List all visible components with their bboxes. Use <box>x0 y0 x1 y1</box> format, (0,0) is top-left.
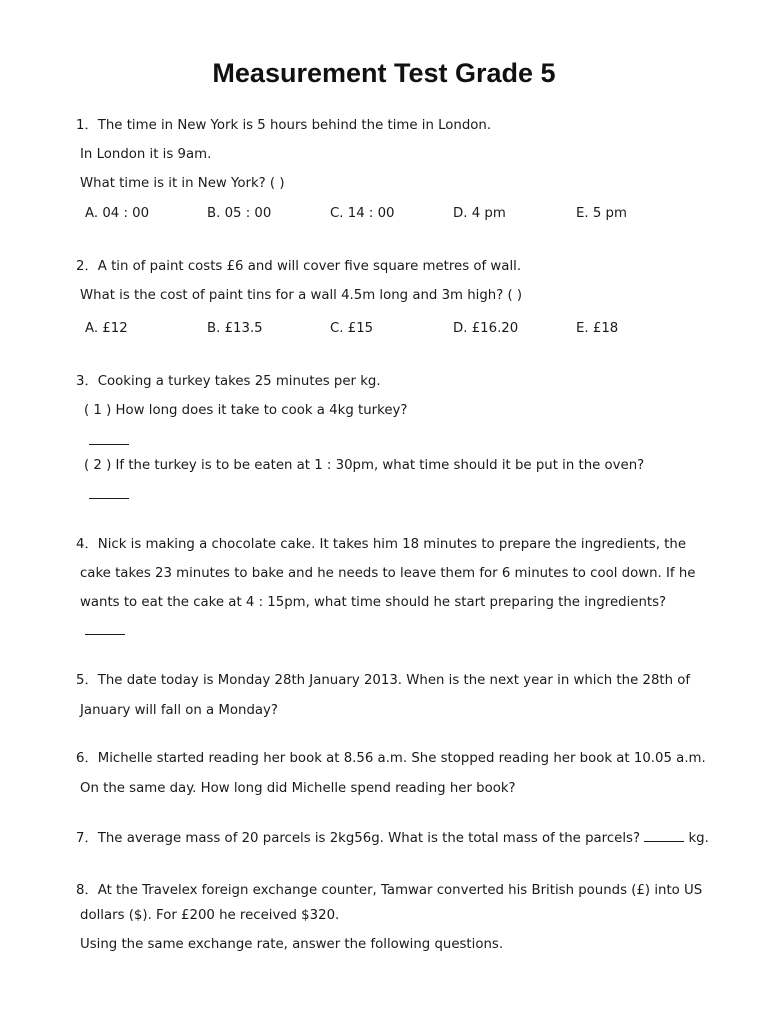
q2-option-b: B. £13.5 <box>207 321 263 336</box>
q1-line-3: What time is it in New York? ( ) <box>80 176 285 191</box>
q4-answer-blank[interactable] <box>85 622 125 641</box>
q8-line-3: Using the same exchange rate, answer the following questions. <box>80 937 504 952</box>
q5-line-1: 5．The date today is Monday 28th January 2013. When is the next year in which the 28th of <box>76 673 691 688</box>
page-title: Measurement Test Grade 5 <box>212 58 556 88</box>
q3-part-1: ( 1 ) How long does it take to cook a 4kg turkey? <box>84 403 408 418</box>
q1-options <box>0 205 768 223</box>
q7-line <box>76 829 709 848</box>
q1-option-a: A. 04 : 00 <box>85 206 150 221</box>
q2-option-d: D. £16.20 <box>453 321 519 336</box>
q2-options <box>0 320 768 338</box>
q7-text: 7．The average mass of 20 parcels is 2kg56g. What is the total mass of the parcels? <box>76 831 641 846</box>
q8-line-1: 8．At the Travelex foreign exchange counter, Tamwar converted his British pounds (£) into US <box>76 883 703 898</box>
q2-option-a: A. £12 <box>85 321 128 336</box>
q3-part-2: ( 2 ) If the turkey is to be eaten at 1 : 30pm, what time should it be put in the oven? <box>84 458 645 473</box>
q3-part-2-answer-blank[interactable] <box>89 486 129 505</box>
q2-line-1: 2．A tin of paint costs £6 and will cover five square metres of wall. <box>76 259 522 274</box>
q4-line-3: wants to eat the cake at 4 : 15pm, what time should he start preparing the ingredients? <box>80 595 667 610</box>
q8-line-2: dollars ($). For £200 he received $320. <box>80 908 340 923</box>
q1-line-1: 1．The time in New York is 5 hours behind the time in London. <box>76 118 492 133</box>
q2-option-c: C. £15 <box>330 321 374 336</box>
q3-part-1-answer-blank[interactable] <box>89 432 129 451</box>
q4-line-1: 4．Nick is making a chocolate cake. It takes him 18 minutes to prepare the ingredients, the <box>76 537 687 552</box>
q3-line-1: 3．Cooking a turkey takes 25 minutes per kg. <box>76 374 381 389</box>
q1-option-e: E. 5 pm <box>576 206 627 221</box>
q1-line-2: In London it is 9am. <box>80 147 212 162</box>
q6-line-1: 6．Michelle started reading her book at 8.56 a.m. She stopped reading her book at 10.05 a.m. <box>76 751 706 766</box>
q1-option-b: B. 05 : 00 <box>207 206 272 221</box>
q5-line-2: January will fall on a Monday? <box>80 703 278 718</box>
q1-option-c: C. 14 : 00 <box>330 206 395 221</box>
q7-unit: kg. <box>688 831 709 846</box>
q6-line-2: On the same day. How long did Michelle spend reading her book? <box>80 781 516 796</box>
q1-option-d: D. 4 pm <box>453 206 506 221</box>
q7-answer-blank[interactable] <box>644 829 684 842</box>
q4-line-2: cake takes 23 minutes to bake and he needs to leave them for 6 minutes to cool down. If he <box>80 566 696 581</box>
q2-line-2: What is the cost of paint tins for a wall 4.5m long and 3m high? ( ) <box>80 288 523 303</box>
q2-option-e: E. £18 <box>576 321 619 336</box>
